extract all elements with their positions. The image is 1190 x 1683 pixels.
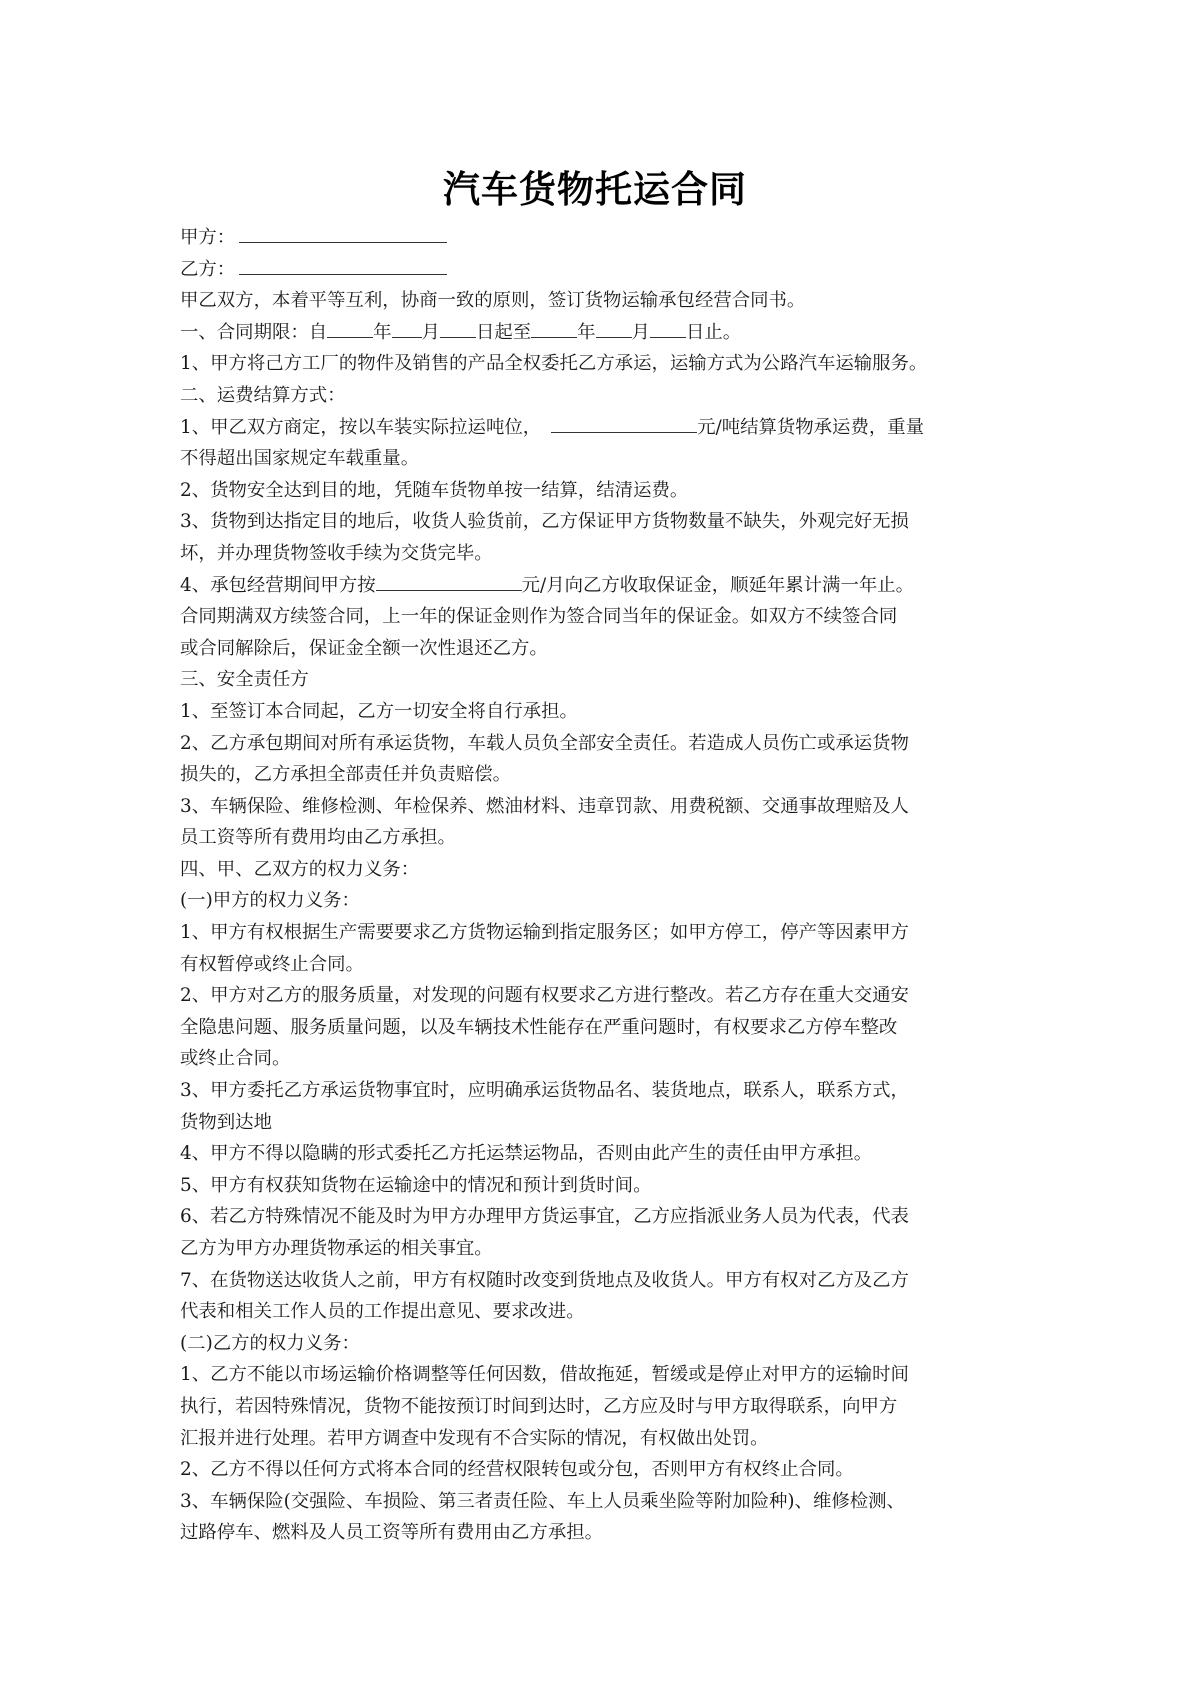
a-duty-5: 5、甲方有权获知货物在运输途中的情况和预计到货时间。 xyxy=(180,1174,652,1196)
fee-clause-1 xyxy=(180,412,1025,444)
start-year-label: 年 xyxy=(373,321,392,343)
b-duty-3-cont: 过路停车、燃料及人员工资等所有费用由乙方承担。 xyxy=(180,1522,603,1544)
start-month-label: 月 xyxy=(421,321,440,343)
section-3-heading: 三、安全责任方 xyxy=(180,669,309,691)
b-duty-1-cont2: 汇报并进行处理。若甲方调查中发现有不合实际的情况，有权做出处罚。 xyxy=(180,1427,769,1449)
party-a-line xyxy=(180,222,1025,254)
party-b-blank-field[interactable] xyxy=(239,256,447,275)
b-duty-1-cont: 执行，若因特殊情况，货物不能按预订时间到达时，乙方应及时与甲方取得联系，向甲方 xyxy=(180,1395,898,1417)
fee-clause-4 xyxy=(180,570,1025,602)
a-duty-4: 4、甲方不得以隐瞒的形式委托乙方托运禁运物品，否则由此产生的责任由甲方承担。 xyxy=(180,1143,873,1165)
contract-term-line xyxy=(180,317,1025,349)
a-duty-2: 2、甲方对乙方的服务质量，对发现的问题有权要求乙方进行整改。若乙方存在重大交通安 xyxy=(180,985,909,1007)
b-duty-2: 2、乙方不得以任何方式将本合同的经营权限转包或分包，否则甲方有权终止合同。 xyxy=(180,1459,854,1481)
fee-clause-1-cont: 不得超出国家规定车载重量。 xyxy=(180,448,420,470)
start-day-label: 日起至 xyxy=(475,321,532,343)
fee-clause-4-cont2: 或合同解除后，保证金全额一次性退还乙方。 xyxy=(180,637,548,659)
fee-4-suffix: 元/月向乙方收取保证金，顺延年累计满一年止。 xyxy=(521,574,915,596)
term-prefix: 一、合同期限：自 xyxy=(180,321,328,343)
party-b-duties-heading: (二)乙方的权力义务： xyxy=(180,1332,360,1354)
term-clause-1: 1、甲方将己方工厂的物件及销售的产品全权委托乙方承运，运输方式为公路汽车运输服务。 xyxy=(180,353,928,375)
b-duty-3: 3、车辆保险(交强险、车损险、第三者责任险、车上人员乘坐险等附加险种)、维修检测、 xyxy=(180,1490,905,1512)
a-duty-6: 6、若乙方特殊情况不能及时为甲方办理甲方货运事宜，乙方应指派业务人员为代表，代表 xyxy=(180,1206,909,1228)
section-2-heading: 二、运费结算方式： xyxy=(180,384,346,406)
a-duty-2-cont: 全隐患问题、服务质量问题，以及车辆技术性能存在严重问题时，有权要求乙方停车整改 xyxy=(180,1016,898,1038)
party-a-duties-heading: (一)甲方的权力义务： xyxy=(180,890,360,912)
end-day-blank[interactable] xyxy=(650,319,686,338)
a-duty-3: 3、甲方委托乙方承运货物事宜时，应明确承运货物品名、装货地点，联系人，联系方式， xyxy=(180,1080,909,1102)
fee-clause-3-cont: 坏，并办理货物签收手续为交货完毕。 xyxy=(180,542,493,564)
start-day-blank[interactable] xyxy=(440,319,476,338)
safety-clause-3: 3、车辆保险、维修检测、年检保养、燃油材料、违章罚款、用费税额、交通事故理赔及人 xyxy=(180,795,909,817)
fee-4-prefix: 4、承包经营期间甲方按 xyxy=(180,574,376,596)
safety-clause-3-cont: 员工资等所有费用均由乙方承担。 xyxy=(180,827,456,849)
a-duty-2-cont2: 或终止合同。 xyxy=(180,1048,291,1070)
party-a-label: 甲方： xyxy=(180,227,236,248)
end-year-blank[interactable] xyxy=(531,319,577,338)
safety-clause-2-cont: 损失的，乙方承担全部责任并负责赔偿。 xyxy=(180,764,512,786)
section-4-heading: 四、甲、乙双方的权力义务： xyxy=(180,858,420,880)
a-duty-3-cont: 货物到达地 xyxy=(180,1111,272,1133)
start-year-blank[interactable] xyxy=(327,319,373,338)
end-month-label: 月 xyxy=(631,321,650,343)
document-title: 汽车货物托运合同 xyxy=(443,168,747,211)
a-duty-7-cont: 代表和相关工作人员的工作提出意见、要求改进。 xyxy=(180,1301,585,1323)
fee-clause-4-cont: 合同期满双方续签合同，上一年的保证金则作为签合同当年的保证金。如双方不续签合同 xyxy=(180,606,898,628)
a-duty-6-cont: 乙方为甲方办理货物承运的相关事宜。 xyxy=(180,1238,493,1259)
party-b-label: 乙方： xyxy=(180,258,236,280)
end-day-label: 日止。 xyxy=(685,321,742,343)
start-month-blank[interactable] xyxy=(392,319,422,338)
b-duty-1: 1、乙方不能以市场运输价格调整等任何因数，借故拖延，暂缓或是停止对甲方的运输时间 xyxy=(180,1364,909,1386)
end-year-label: 年 xyxy=(577,321,596,343)
a-duty-7: 7、在货物送达收货人之前，甲方有权随时改变到货地点及收货人。甲方有权对乙方及乙方 xyxy=(180,1269,909,1291)
end-month-blank[interactable] xyxy=(596,319,632,338)
a-duty-1-cont: 有权暂停或终止合同。 xyxy=(180,953,364,975)
safety-clause-1: 1、至签订本合同起，乙方一切安全将自行承担。 xyxy=(180,700,578,722)
party-a-blank-field[interactable] xyxy=(239,224,447,243)
fee-1-prefix: 1、甲乙双方商定，按以车装实际拉运吨位， xyxy=(180,416,542,438)
party-b-line xyxy=(180,254,1025,286)
safety-clause-2: 2、乙方承包期间对所有承运货物，车载人员负全部安全责任。若造成人员伤亡或承运货物 xyxy=(180,732,909,754)
a-duty-1: 1、甲方有权根据生产需要要求乙方货物运输到指定服务区；如甲方停工，停产等因素甲方 xyxy=(180,922,909,944)
deposit-amount-blank[interactable] xyxy=(376,572,522,591)
document-body xyxy=(180,222,1025,1549)
price-per-ton-blank[interactable] xyxy=(551,414,697,433)
fee-1-suffix: 元/吨结算货物承运费，重量 xyxy=(697,416,925,438)
intro-paragraph: 甲乙双方，本着平等互利，协商一致的原则，签订货物运输承包经营合同书。 xyxy=(180,290,806,312)
fee-clause-3: 3、货物到达指定目的地后，收货人验货前，乙方保证甲方货物数量不缺失，外观完好无损 xyxy=(180,511,909,533)
fee-clause-2: 2、货物安全达到目的地，凭随车货物单按一结算，结清运费。 xyxy=(180,479,689,501)
